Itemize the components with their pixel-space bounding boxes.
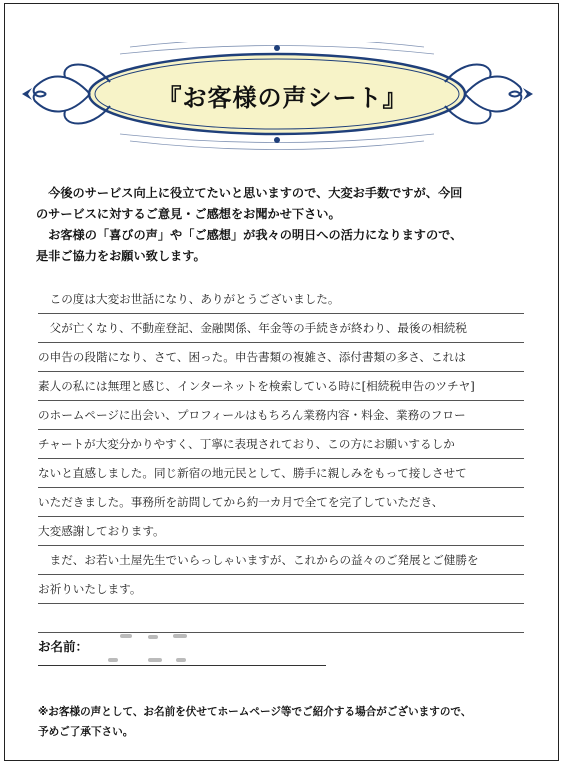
redacted-name-mark [148, 635, 158, 639]
intro-line: 今後のサービス向上に役立てたいと思いますので、大変お手数ですが、今回 [36, 186, 463, 200]
intro-text [36, 183, 536, 267]
redacted-name-mark [176, 658, 186, 662]
redacted-name-mark [148, 658, 162, 662]
comment-line: の申告の段階になり、さて、困った。申告書類の複雑さ、添付書類の多さ、これは [38, 343, 524, 372]
comment-line: 父が亡くなり、不動産登記、金融関係、年金等の手続きが終わり、最後の相続税 [38, 314, 524, 343]
comment-line [38, 604, 524, 633]
comment-line: いただきました。事務所を訪問してから約一カ月で全てを完了していただき、 [38, 488, 524, 517]
name-label: お名前： [38, 639, 89, 654]
intro-line: お客様の「喜びの声」や「ご感想」が我々の明日への活力になりますので、 [36, 228, 463, 242]
intro-line: 是非ご協力をお願い致します。 [36, 249, 206, 263]
intro-line: のサービスに対するご意見・ご感想をお聞かせ下さい。 [36, 207, 341, 221]
comment-line: のホームページに出会い、プロフィールはもちろん業務内容・料金、業務のフロー [38, 401, 524, 430]
comment-line: 素人の私には無理と感じ、インターネットを検索している時に[相続税申告のツチヤ] [38, 372, 524, 401]
redacted-name-mark [120, 634, 132, 638]
sheet-title: 『お客様の声シート』 [157, 84, 408, 112]
comment-line: 大変感謝しております。 [38, 517, 524, 546]
comment-line: ないと直感しました。同じ新宿の地元民として、勝手に親しみをもって接しさせて [38, 459, 524, 488]
footnote-line: 予めご了承下さい。 [38, 726, 134, 738]
comment-area [38, 285, 524, 633]
footnote-line: ※お客様の声として、お名前を伏せてホームページ等でご紹介する場合がございますので、 [38, 706, 472, 718]
comment-line: この度は大変お世話になり、ありがとうございました。 [38, 285, 524, 314]
comment-line: チャートが大変分かりやすく、丁寧に表現されており、この方にお願いするしか [38, 430, 524, 459]
comment-line: まだ、お若い土屋先生でいらっしゃいますが、これからの益々のご発展とご健勝を [38, 546, 524, 575]
redacted-name-mark [108, 658, 118, 662]
redacted-name-mark [173, 634, 187, 638]
name-field [38, 636, 338, 655]
comment-line: お祈りいたします。 [38, 575, 524, 604]
footnote [38, 702, 538, 742]
name-underline [38, 665, 326, 666]
